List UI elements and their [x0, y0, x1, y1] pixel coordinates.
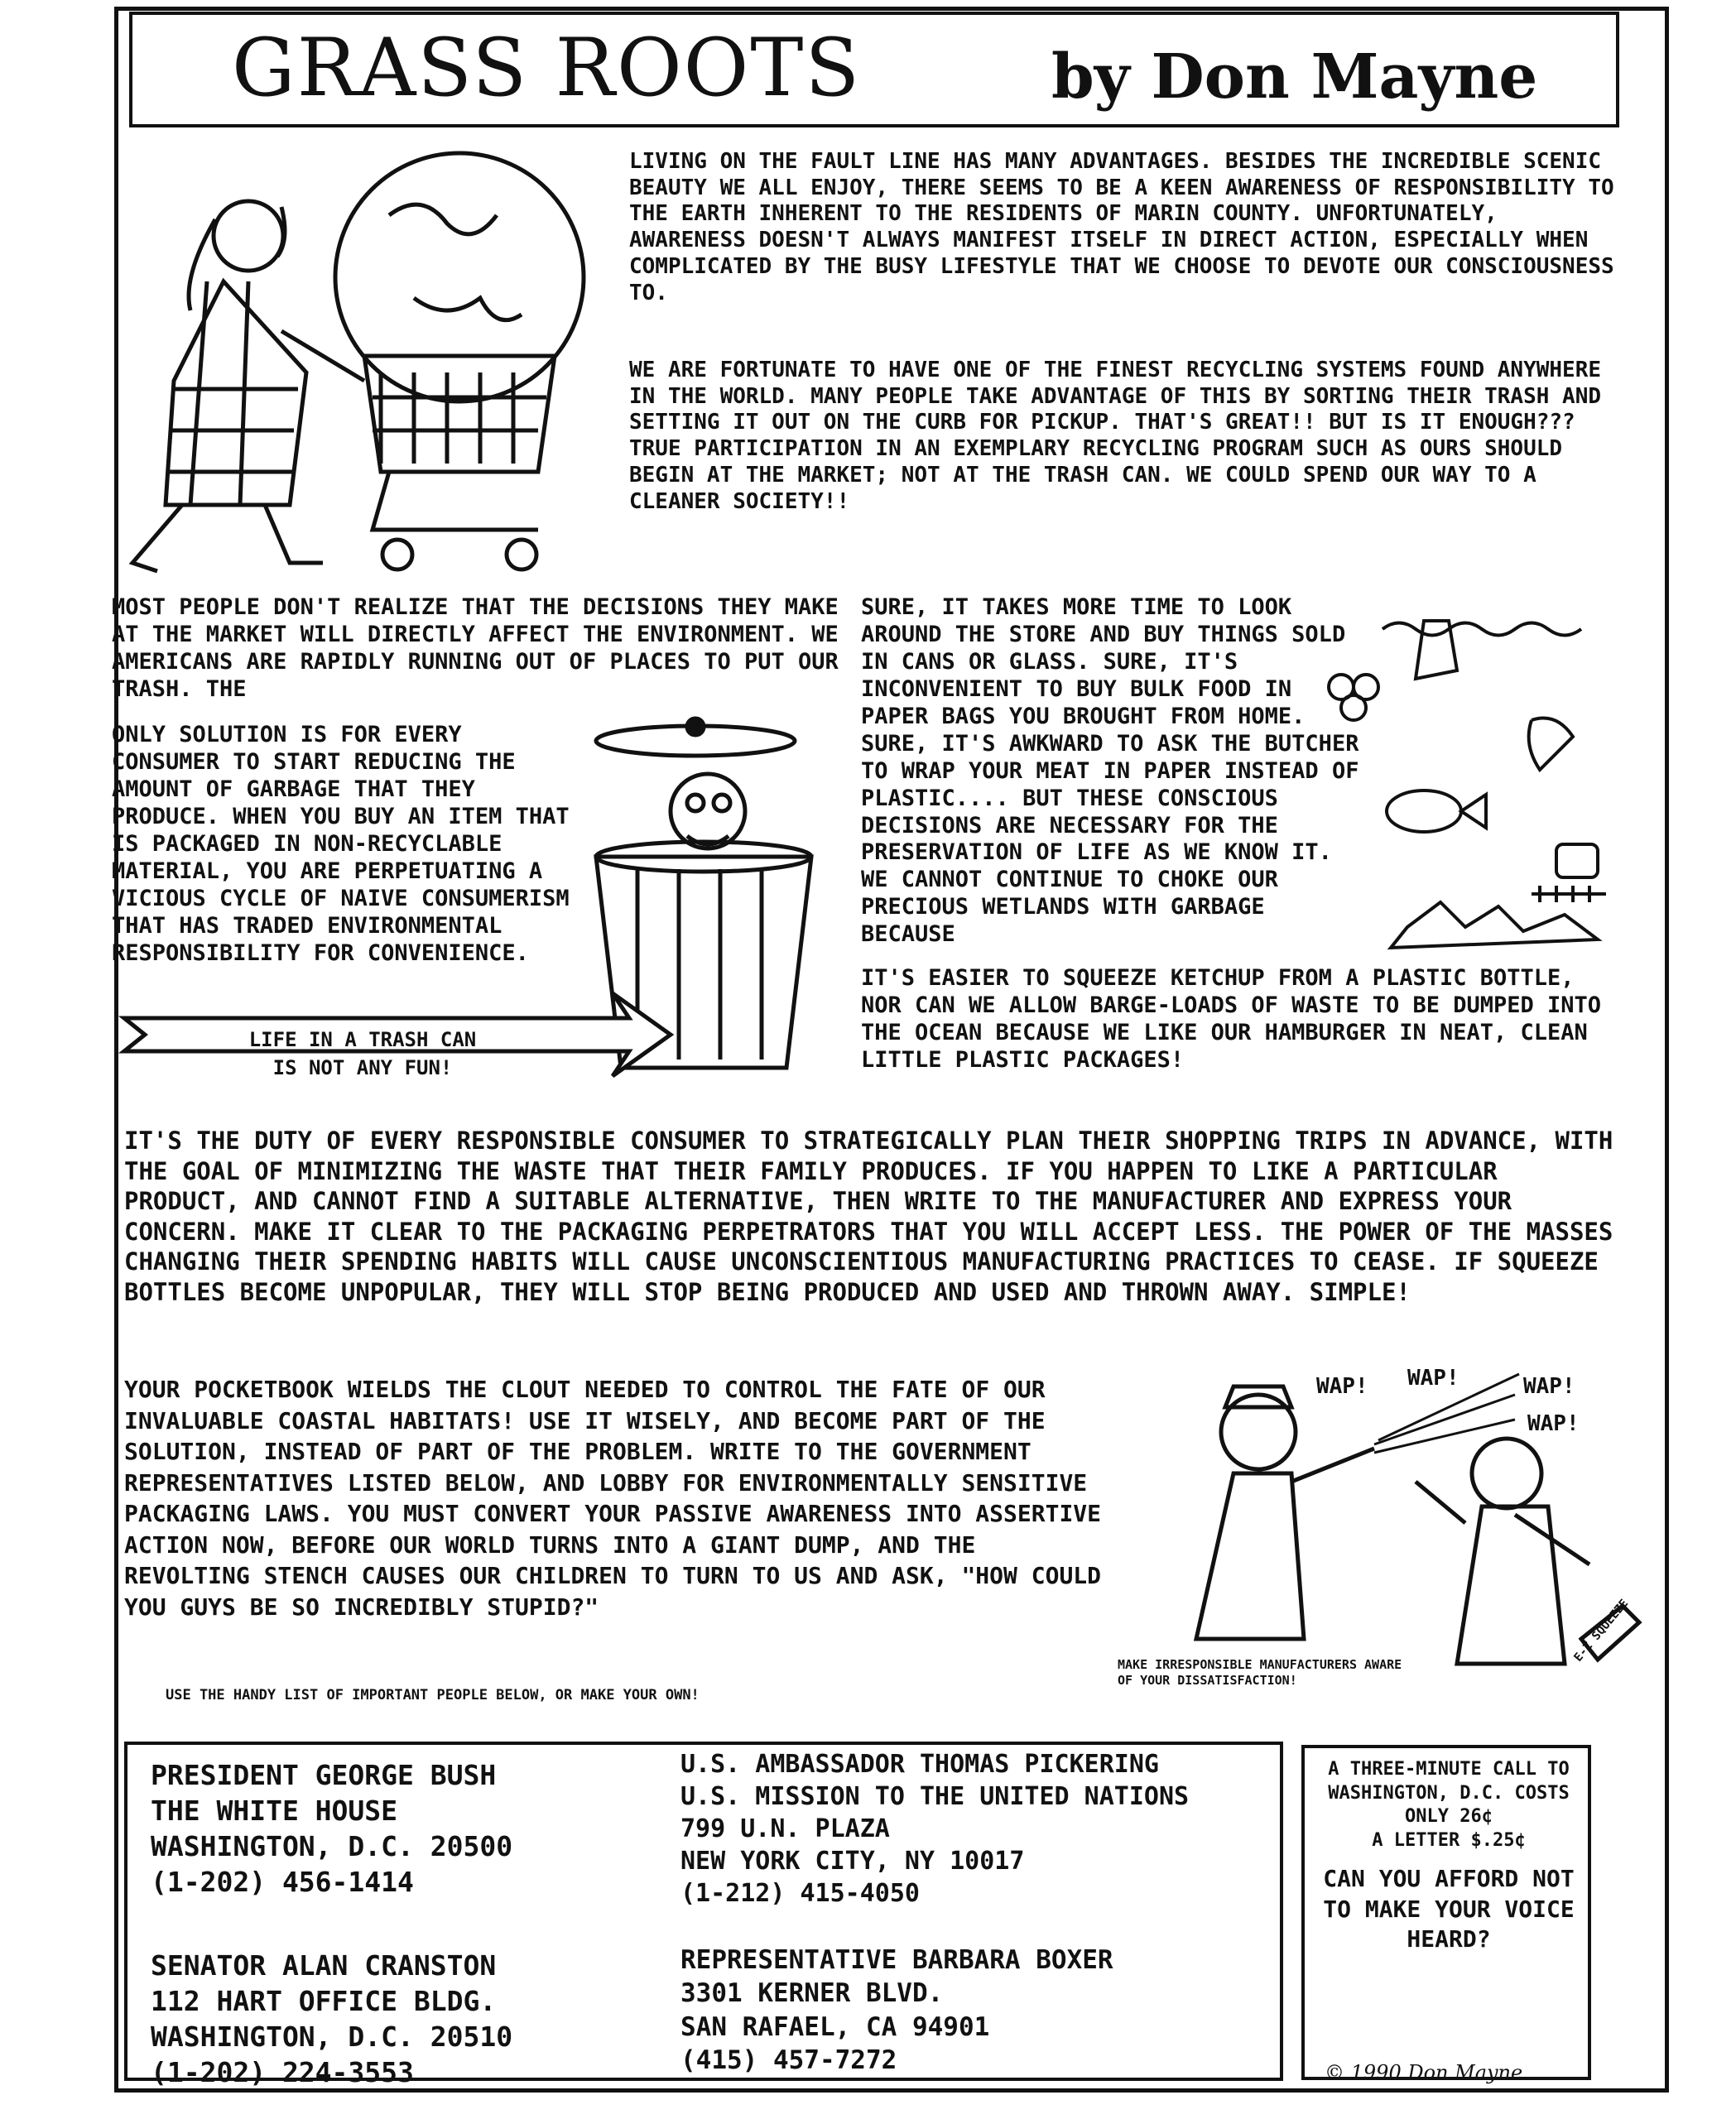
contact-president: PRESIDENT GEORGE BUSH THE WHITE HOUSE WASHINGTON, D.C. 20500 (1-202) 456-1414 — [151, 1759, 513, 1898]
page-title: GRASS ROOTS — [232, 22, 862, 114]
paragraph-most: MOST PEOPLE DON'T REALIZE THAT THE DECISIONS THEY MAKE AT THE MARKET WILL DIRECTLY AFFECT THE ENVIRONMENT. WE AMERICANS ARE RAPIDLY RUNNING OUT OF PLACES TO PUT OUR TRASH. THE — [112, 594, 839, 702]
contact-ambassador: U.S. AMBASSADOR THOMAS PICKERING U.S. MISSION TO THE UNITED NATIONS 799 U.N. PLAZA NEW YORK CITY, NY 10017 (1-212) 415-4050 — [680, 1750, 1190, 1908]
bottle-icon — [1416, 621, 1457, 679]
paragraph-sure: SURE, IT TAKES MORE TIME TO LOOK AROUND THE STORE AND BUY THINGS SOLD IN CANS OR GLASS. SURE, IT'S INCONVENIENT TO BUY BULK FOOD IN PAPER BAGS YOU BROUGHT FROM HOME. SURE, IT'S AWKWARD TO ASK THE BUTCHER TO WRAP YOUR MEAT IN PAPER INSTEAD OF PLASTIC.... BUT THESE CONSCIOUS DECISIONS ARE NECESSARY FOR THE PRESERVATION OF LIFE AS WE KNOW IT. WE CANNOT CONTINUE TO CHOKE OUR PRECIOUS WETLANDS WITH GARBAGE BECAUSE — [861, 594, 1359, 948]
fish-icon — [1387, 790, 1461, 832]
cart-basket — [364, 356, 555, 472]
bottle-label: E-Z SQUEEZE — [1571, 1597, 1632, 1665]
paragraph-your: YOUR POCKETBOOK WIELDS THE CLOUT NEEDED TO CONTROL THE FATE OF OUR INVALUABLE COASTAL HABITATS! USE IT WISELY, AND BECOME PART OF THE SOLUTION, INSTEAD OF PART OF THE PROBLEM. WRITE TO THE GOVERNMENT REPRESENTATIVES LISTED BELOW, AND LOBBY FOR ENVIRONMENTALLY SENSITIVE PACKAGING LAWS. YOU MUST CONVERT YOUR PASSIVE AWARENESS INTO ASSERTIVE ACTION NOW, BEFORE OUR WORLD TURNS INTO A GIANT DUMP, AND THE REVOLTING STENCH CAUSES OUR CHILDREN TO TURN TO US AND ASK, "HOW COULD YOU GUYS BE SO INCREDIBLY STUPID?" — [124, 1376, 1102, 1621]
cartoon-caption: MAKE IRRESPONSIBLE MANUFACTURERS AWARE OF YOUR DISSATISFACTION! — [1118, 1657, 1402, 1688]
cup-icon — [1529, 718, 1573, 771]
paragraph-its: IT'S THE DUTY OF EVERY RESPONSIBLE CONSUMER TO STRATEGICALLY PLAN THEIR SHOPPING TRIPS IN ADVANCE, WITH THE GOAL OF MINIMIZING THE WASTE THAT THEIR FAMILY PRODUCES. IF YOU HAPPEN TO LIKE A PARTICULAR PRODUCT, AND CANNOT FIND A SUITABLE ALTERNATIVE, THEN WRITE TO THE MANUFACTURER AND EXPRESS YOUR CONCERN. MAKE IT CLEAR TO THE PACKAGING PERPETRATORS THAT YOU WILL ACCEPT LESS. THE POWER OF THE MASSES CHANGING THEIR SPENDING HABITS WILL CAUSE UNCONSCIENTIOUS MANUFACTURING PRACTICES TO CEASE. IF SQUEEZE BOTTLES BECOME UNPOPULAR, THEY WILL STOP BEING PRODUCED AND USED AND THROWN AWAY. SIMPLE! — [124, 1127, 1613, 1306]
small-note: USE THE HANDY LIST OF IMPORTANT PEOPLE BELOW, OR MAKE YOUR OWN! — [166, 1687, 700, 1703]
sound-effect: WAP! — [1407, 1366, 1459, 1391]
contact-representative: REPRESENTATIVE BARBARA BOXER 3301 KERNER BLVD. SAN RAFAEL, CA 94901 (415) 457-7272 — [680, 1945, 1113, 2075]
cost-sidebox-text: A THREE-MINUTE CALL TO WASHINGTON, D.C. COSTS ONLY 26¢ A LETTER $.25¢ CAN YOU AFFORD NOT TO MAKE YOUR VOICE HEARD? — [1323, 1759, 1575, 1953]
paragraph-most-cont: ONLY SOLUTION IS FOR EVERY CONSUMER TO START REDUCING THE AMOUNT OF GARBAGE THAT THEY PRODUCE. WHEN YOU BUY AN ITEM THAT IS PACKAGED IN NON-RECYCLABLE MATERIAL, YOU ARE PERPETUATING A VICIOUS CYCLE OF NAIVE CONSUMERISM THAT HAS TRADED ENVIRONMENTAL RESPONSIBILITY FOR CONVENIENCE. — [112, 722, 570, 966]
copyright: © 1990 Don Mayne — [1325, 2061, 1523, 2084]
sound-effect: WAP! — [1316, 1374, 1368, 1399]
ocean-garbage-illustration — [1329, 621, 1606, 948]
contact-senator: SENATOR ALAN CRANSTON 112 HART OFFICE BLDG. WASHINGTON, D.C. 20510 (1-202) 224-3553 — [151, 1949, 513, 2088]
sound-effect: WAP! — [1527, 1411, 1580, 1436]
shopper-illustration — [132, 153, 584, 571]
fishbone-icon — [1532, 886, 1606, 902]
banner-caption: LIFE IN A TRASH CAN IS NOT ANY FUN! — [248, 1028, 477, 1079]
cart-wheel-icon — [507, 540, 536, 569]
sound-effect: WAP! — [1523, 1374, 1575, 1399]
byline: by Don Mayne — [1051, 41, 1538, 113]
cart-wheel-icon — [382, 540, 412, 569]
paragraph-sure-cont: IT'S EASIER TO SQUEEZE KETCHUP FROM A PLASTIC BOTTLE, NOR CAN WE ALLOW BARGE-LOADS OF WASTE TO BE DUMPED INTO THE OCEAN BECAUSE WE LIKE OUR HAMBURGER IN NEAT, CLEAN LITTLE PLASTIC PACKAGES! — [861, 965, 1602, 1073]
paragraph-living: LIVING ON THE FAULT LINE HAS MANY ADVANTAGES. BESIDES THE INCREDIBLE SCENIC BEAUTY WE ALL ENJOY, THERE SEEMS TO BE A KEEN AWARENESS OF RESPONSIBILITY TO THE EARTH INHERENT TO THE RESIDENTS OF MARIN COUNTY. UNFORTUNATELY, AWARENESS DOESN'T ALWAYS MANIFEST ITSELF IN DIRECT ACTION, ESPECIALLY WHEN COMPLICATED BY THE BUSY LIFESTYLE THAT WE CHOOSE TO DEVOTE OUR CONSCIOUSNESS TO. — [629, 149, 1614, 305]
container-icon — [1556, 844, 1598, 877]
globe-icon — [335, 153, 584, 401]
paragraph-we: WE ARE FORTUNATE TO HAVE ONE OF THE FINEST RECYCLING SYSTEMS FOUND ANYWHERE IN THE WORLD. MANY PEOPLE TAKE ADVANTAGE OF THIS BY SORTING THEIR TRASH AND SETTING IT OUT ON THE CURB FOR PICKUP. THAT'S GREAT!! BUT IS IT ENOUGH??? TRUE PARTICIPATION IN AN EXEMPLARY RECYCLING PROGRAM SUCH AS OURS SHOULD BEGIN AT THE MARKET; NOT AT THE TRASH CAN. WE COULD SPEND OUR WAY TO A CLEANER SOCIETY!! — [629, 358, 1602, 514]
